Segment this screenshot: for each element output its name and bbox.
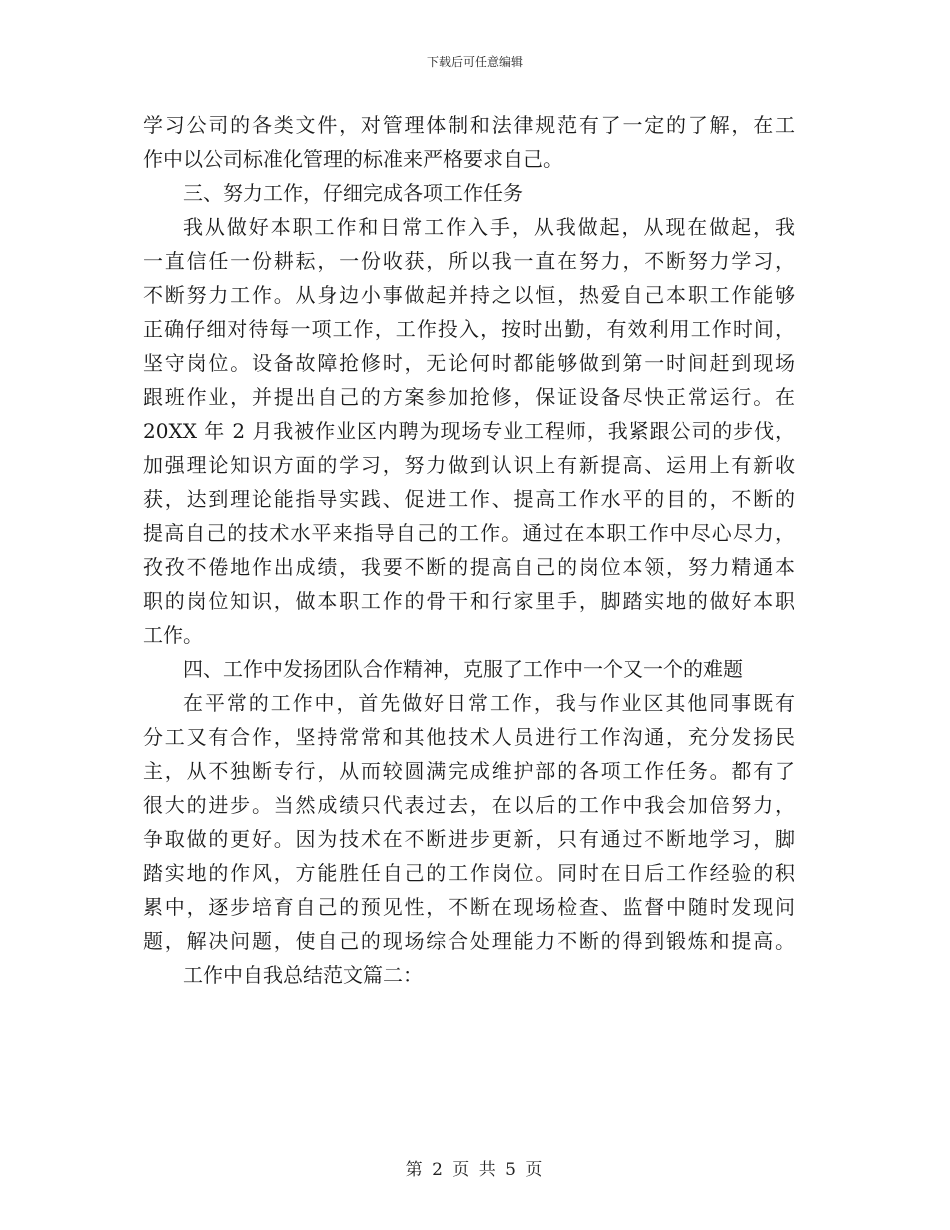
text-line: 提高自己的技术水平来指导自己的工作。通过在本职工作中尽心尽力， <box>143 521 795 545</box>
text-line: 很大的进步。当然成绩只代表过去，在以后的工作中我会加倍努力， <box>143 793 795 817</box>
text-line: 工作。 <box>143 623 203 647</box>
text-line: 孜孜不倦地作出成绩，我要不断的提高自己的岗位本领，努力精通本 <box>143 555 795 579</box>
text-line: 学习公司的各类文件，对管理体制和法律规范有了一定的了解，在工 <box>143 113 795 137</box>
text-line: 累中，逐步培育自己的预见性，不断在现场检查、监督中随时发现问 <box>143 895 795 919</box>
page-header-note: 下载后可任意编辑 <box>426 55 523 69</box>
text-line: 在平常的工作中，首先做好日常工作，我与作业区其他同事既有 <box>183 691 795 715</box>
text-line: 获，达到理论能指导实践、促进工作、提高工作水平的目的，不断的 <box>143 487 795 511</box>
text-line: 主，从不独断专行，从而较圆满完成维护部的各项工作任务。都有了 <box>143 759 795 783</box>
text-line: 坚守岗位。设备故障抢修时，无论何时都能够做到第一时间赶到现场 <box>143 351 795 375</box>
text-line: 题，解决问题，使自己的现场综合处理能力不断的得到锻炼和提高。 <box>143 929 795 953</box>
document-body <box>143 108 795 992</box>
text-line: 作中以公司标准化管理的标准来严格要求自己。 <box>143 147 563 171</box>
text-line: 加强理论知识方面的学习，努力做到认识上有新提高、运用上有新收 <box>143 453 795 477</box>
text-line: 三、努力工作，仔细完成各项工作任务 <box>183 181 523 205</box>
text-line: 四、工作中发扬团队合作精神，克服了工作中一个又一个的难题 <box>183 657 743 681</box>
text-line: 一直信任一份耕耘，一份收获，所以我一直在努力，不断努力学习， <box>143 249 795 273</box>
text-line: 分工又有合作，坚持常常和其他技术人员进行工作沟通，充分发扬民 <box>143 725 795 749</box>
text-line: 工作中自我总结范文篇二： <box>183 963 423 987</box>
text-line: 20XX 年 2 月我被作业区内聘为现场专业工程师，我紧跟公司的步伐， <box>143 419 795 443</box>
text-line: 正确仔细对待每一项工作，工作投入，按时出勤，有效利用工作时间， <box>143 317 795 341</box>
text-line: 跟班作业，并提出自己的方案参加抢修，保证设备尽快正常运行。在 <box>143 385 795 409</box>
text-line: 我从做好本职工作和日常工作入手，从我做起，从现在做起，我 <box>183 215 795 239</box>
text-line: 不断努力工作。从身边小事做起并持之以恒，热爱自己本职工作能够 <box>143 283 795 307</box>
text-line: 争取做的更好。因为技术在不断进步更新，只有通过不断地学习，脚 <box>143 827 795 851</box>
text-line: 踏实地的作风，方能胜任自己的工作岗位。同时在日后工作经验的积 <box>143 861 795 885</box>
text-line: 职的岗位知识，做本职工作的骨干和行家里手，脚踏实地的做好本职 <box>143 589 795 613</box>
page-number: 第 2 页 共 5 页 <box>405 1160 545 1180</box>
